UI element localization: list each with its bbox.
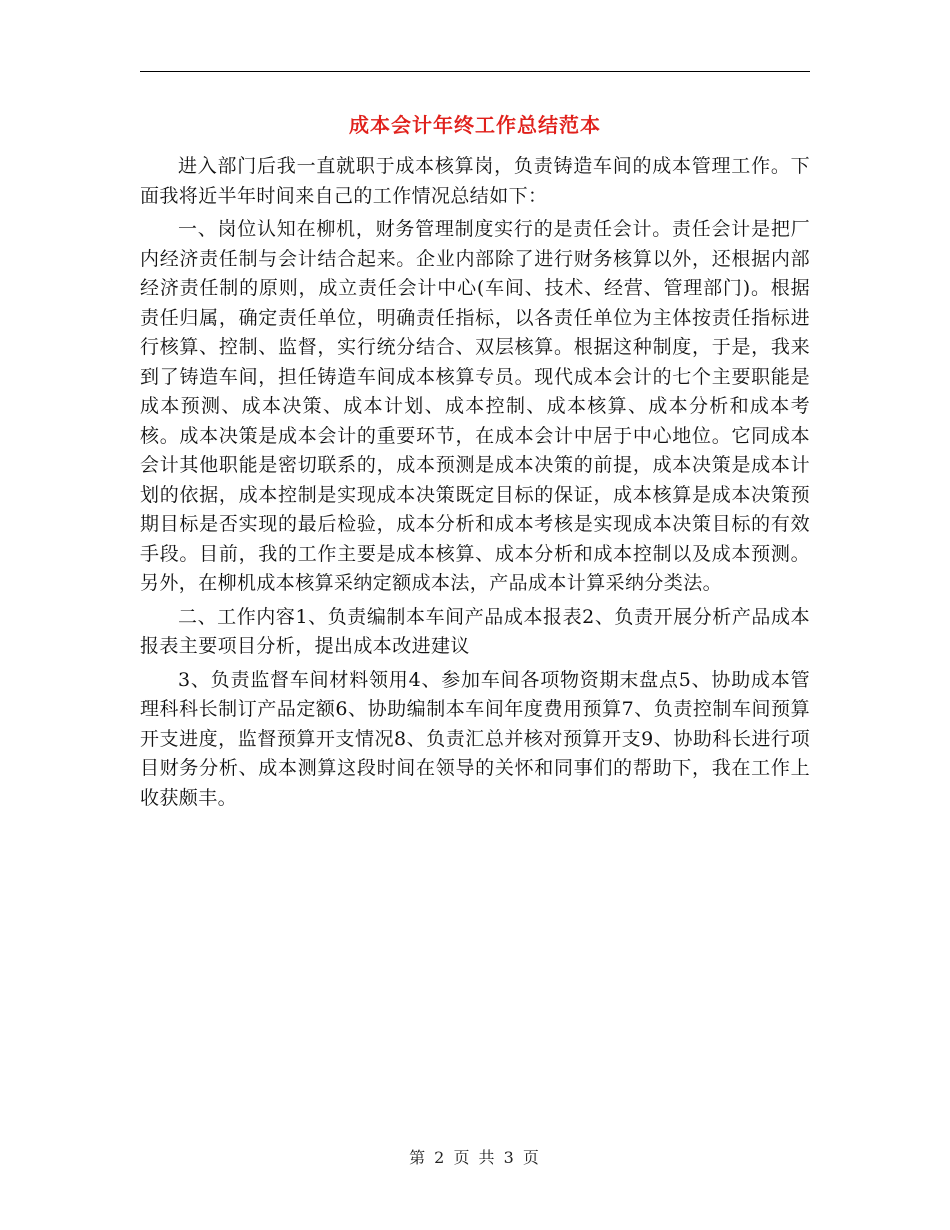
header-rule [140, 71, 810, 72]
document-title: 成本会计年终工作总结范本 [349, 113, 601, 137]
document-body [140, 152, 810, 817]
page-indicator: 第 2 页 共 3 页 [409, 1148, 541, 1167]
paragraph-intro: 进入部门后我一直就职于成本核算岗，负责铸造车间的成本管理工作。下面我将近半年时间来自己的工作情况总结如下： [140, 155, 810, 207]
paragraph-role-understanding: 一、岗位认知在柳机，财务管理制度实行的是责任会计。责任会计是把厂内经济责任制与会计结合起来。企业内部除了进行财务核算以外，还根据内部经济责任制的原则，成立责任会计中心(车间、技术、经营、管理部门)。根据责任归属，确定责任单位，明确责任指标，以各责任单位为主体按责任指标进行核算、控制、监督，实行统分结合、双层核算。根据这种制度，于是，我来到了铸造车间，担任铸造车间成本核算专员。现代成本会计的七个主要职能是成本预测、成本决策、成本计划、成本控制、成本核算、成本分析和成本考核。成本决策是成本会计的重要环节，在成本会计中居于中心地位。它同成本会计其他职能是密切联系的，成本预测是成本决策的前提，成本决策是成本计划的依据，成本控制是实现成本决策既定目标的保证，成本核算是成本决策预期目标是否实现的最后检验，成本分析和成本考核是实现成本决策目标的有效手段。目前，我的工作主要是成本核算、成本分析和成本控制以及成本预测。另外，在柳机成本核算采纳定额成本法，产品成本计算采纳分类法。 [140, 218, 810, 594]
paragraph-work-content: 二、工作内容1、负责编制本车间产品成本报表2、负责开展分析产品成本报表主要项目分析，提出成本改进建议 [140, 605, 810, 657]
paragraph-duties-list: 3、负责监督车间材料领用4、参加车间各项物资期末盘点5、协助成本管理科科长制订产品定额6、协助编制本车间年度费用预算7、负责控制车间预算开支进度，监督预算开支情况8、负责汇总并核对预算开支9、协助科长进行项目财务分析、成本测算这段时间在领导的关怀和同事们的帮助下，我在工作上收获颇丰。 [140, 668, 810, 809]
